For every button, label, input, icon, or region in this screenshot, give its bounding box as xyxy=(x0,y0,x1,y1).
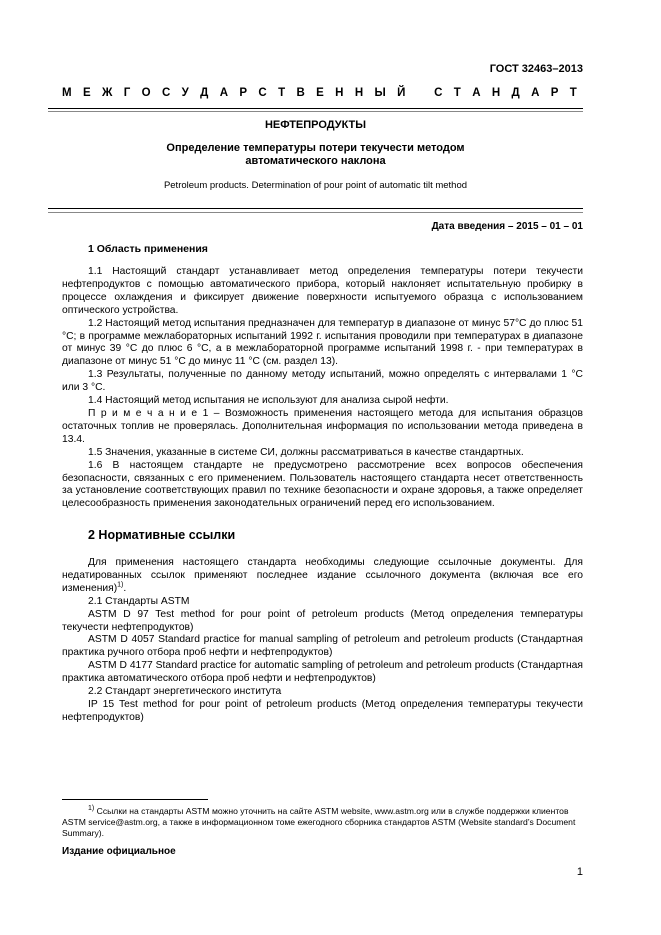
interstate-letter: О xyxy=(141,87,151,99)
interstate-letter: Е xyxy=(82,87,91,99)
interstate-letter: У xyxy=(181,87,189,99)
ref-ip15: IP 15 Test method for pour point of petroleum products (Метод определения температуры текучести нефтепродуктов) xyxy=(62,698,583,723)
interstate-letter: Р xyxy=(239,87,248,99)
clause-1-2: 1.2 Настоящий метод испытания предназначен для температур в диапазоне от минус 57°С до плюс 51 °С; в программе межлабораторных испытаний 1992 г. испытания проводили при температурах в диапазоне от минус 39 °С до плюс 6 °С, а в межлабораторной программе испытаний 1998 г. - при температурах в диапазоне от минус 51 °С до минус 11 °С (см. раздел 13). xyxy=(62,317,583,368)
interstate-letter: Р xyxy=(550,87,559,99)
note-label: П р и м е ч а н и е xyxy=(88,407,198,419)
interstate-letter: М xyxy=(62,87,72,99)
divider-mid-thin xyxy=(48,212,583,213)
page-number: 1 xyxy=(576,866,583,878)
footnote-marker: 1) xyxy=(88,805,95,813)
section-2-intro xyxy=(62,557,583,596)
interstate-letter xyxy=(417,87,423,99)
interstate-letter: Й xyxy=(397,87,406,99)
subtitle-line-2: автоматического наклона xyxy=(245,155,386,167)
interstate-letter: А xyxy=(531,87,540,99)
clause-1-3: 1.3 Результаты, полученные по данному методу испытаний, можно определять с интервалами 1 °С или 3 °С. xyxy=(62,369,583,394)
section-2-body xyxy=(62,557,583,725)
interstate-letter: Д xyxy=(200,87,209,99)
note-text: 1 – Возможность применения настоящего метода для испытания образцов остаточных топлив не проверялась. Дополнительная информация по использовании метода приведена в 13.4. xyxy=(62,407,583,445)
section-2-intro-end: . xyxy=(123,582,127,594)
document-code: ГОСТ 32463–2013 xyxy=(489,63,583,75)
interstate-letter: Г xyxy=(123,87,131,99)
interstate-letter: Т xyxy=(569,87,577,99)
interstate-letter: С xyxy=(434,87,443,99)
footnote-ref: 1) xyxy=(117,581,124,589)
official-edition-label: Издание официальное xyxy=(62,846,176,857)
clause-2-1: 2.1 Стандарты ASTM xyxy=(88,595,190,607)
section-2-intro-text: Для применения настоящего стандарта необходимы следующие ссылочные документы. Для недатированных ссылок применяют последнее издание ссылочного документа (включая все его изменения) xyxy=(62,557,583,594)
interstate-letter: Т xyxy=(453,87,461,99)
interstate-letter: Н xyxy=(354,87,364,99)
ref-astm-d4057: ASTM D 4057 Standard practice for manual sampling of petroleum and petroleum products (Стандартная практика ручного отбора проб нефти и нефтепродуктов) xyxy=(62,634,583,659)
interstate-standard-heading xyxy=(62,87,577,99)
interstate-letter: Ы xyxy=(374,87,386,99)
introduction-date: Дата введения – 2015 – 01 – 01 xyxy=(431,221,583,232)
interstate-letter: С xyxy=(258,87,267,99)
ref-astm-d4177: ASTM D 4177 Standard practice for automatic sampling of petroleum and petroleum products (Стандартная практика автоматического отбора проб нефти и нефтепродуктов) xyxy=(62,660,583,685)
interstate-letter: Е xyxy=(316,87,324,99)
english-title: Petroleum products. Determination of pour point of automatic tilt method xyxy=(163,180,468,191)
section-1-body xyxy=(62,266,583,511)
interstate-letter: Н xyxy=(335,87,344,99)
section-1-heading: 1 Область применения xyxy=(88,243,208,255)
interstate-letter: Д xyxy=(511,87,520,99)
interstate-letter: Т xyxy=(278,87,286,99)
interstate-letter: Ж xyxy=(101,87,113,99)
interstate-letter: С xyxy=(161,87,171,99)
document-title: НЕФТЕПРОДУКТЫ xyxy=(264,119,367,131)
divider-top-thin xyxy=(48,111,583,112)
clause-2-2: 2.2 Стандарт энергетического института xyxy=(88,686,282,698)
divider-top xyxy=(48,108,583,109)
interstate-letter: В xyxy=(296,87,305,99)
subtitle-line-1: Определение температуры потери текучести методом xyxy=(166,142,465,154)
divider-mid xyxy=(48,208,583,209)
note-1 xyxy=(62,408,583,447)
section-2-heading: 2 Нормативные ссылки xyxy=(88,528,236,542)
document-subtitle xyxy=(48,142,583,168)
footnote xyxy=(62,806,583,840)
clause-1-4: 1.4 Настоящий метод испытания не используют для анализа сырой нефти. xyxy=(88,395,449,407)
clause-1-1: 1.1 Настоящий стандарт устанавливает метод определения температуры потери текучести нефтепродуктов с помощью автоматического прибора, который наклоняет испытательную пробирку в процессе охлаждения и фиксирует движение поверхности испытуемого образца с использованием оптического устройства. xyxy=(62,266,583,316)
footnote-text: Ссылки на стандарты ASTM можно уточнить на сайте ASTM website, www.astm.org или в службе поддержки клиентов ASTM service@astm.org, а также в информационном томе ежегодного сборника стандартов ASTM (Website standard’s Document Summary). xyxy=(62,806,576,839)
interstate-letter: А xyxy=(472,87,481,99)
ref-astm-d97: ASTM D 97 Test method for pour point of petroleum products (Метод определения температуры текучести нефтепродуктов) xyxy=(62,608,583,633)
clause-1-6: 1.6 В настоящем стандарте не предусмотрено рассмотрение всех вопросов обеспечения безопасности, связанных с его применением. Пользователь настоящего стандарта несет ответственность за установление соответствующих правил по технике безопасности и охране здоровья, а также определяет целесообразность применения законодательных ограничений перед его использованием. xyxy=(62,459,583,510)
interstate-letter: Н xyxy=(491,87,501,99)
interstate-letter: А xyxy=(219,87,229,99)
footnote-separator xyxy=(62,799,208,800)
clause-1-5: 1.5 Значения, указанные в системе СИ, должны рассматриваться в качестве стандартных. xyxy=(88,446,524,458)
